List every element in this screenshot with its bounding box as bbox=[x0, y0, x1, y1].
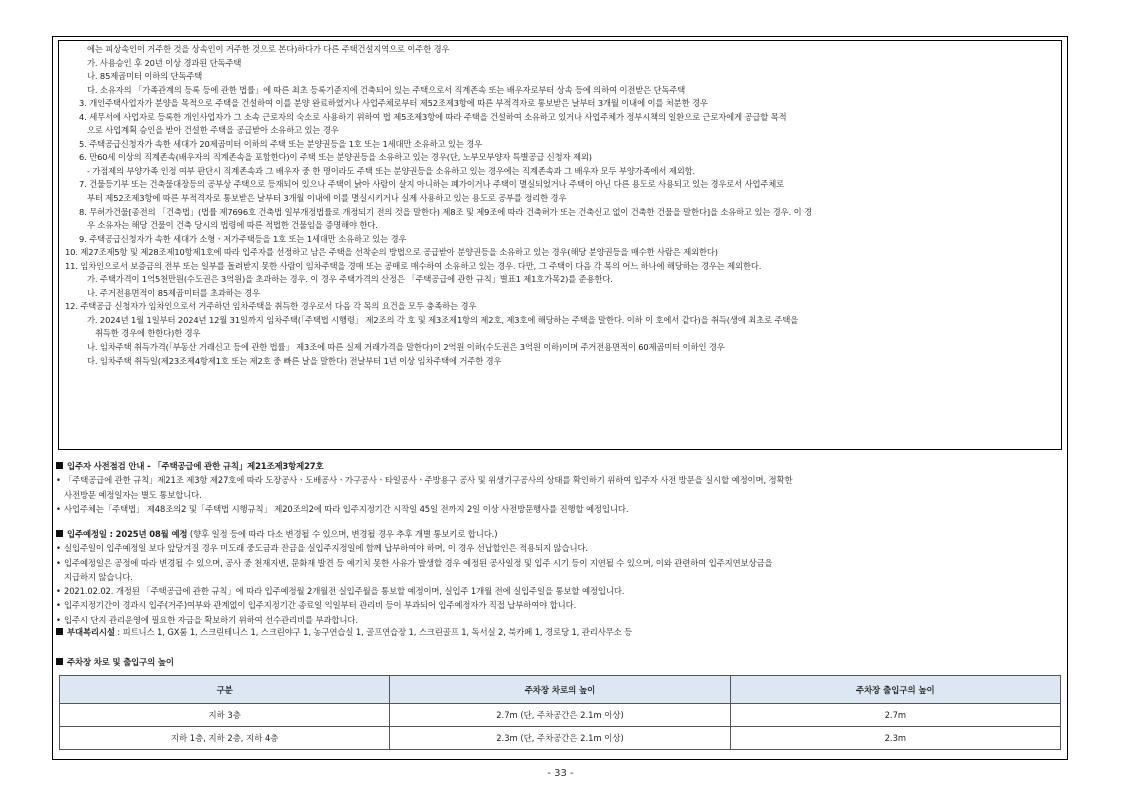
move-in-date-section bbox=[56, 527, 1061, 627]
eligibility-line: 우 소유자는 해당 건물이 건축 당시의 법령에 따른 적법한 건물임을 증명해야 한다. bbox=[87, 220, 378, 231]
section-heading: 주차장 차로 및 출입구의 높이 bbox=[56, 655, 1061, 669]
eligibility-line: 나. 주거전용면적이 85제곱미터를 초과하는 경우 bbox=[87, 287, 260, 298]
eligibility-line: 6. 만60세 이상의 직계존속(배우자의 직계존속을 포함한다)이 주택 또는 분양권등을 소유하고 있는 경우(단, 노부모부양자 특별공급 신청자 제외) bbox=[79, 152, 592, 163]
eligibility-line: 가. 주택가격이 1억5천만원(수도권은 3억원)을 초과하는 경우. 이 경우 주택가격의 산정은 「주택공급에 관한 규칙」별표1 제1호가목2)를 준용한다. bbox=[87, 274, 613, 285]
bullet-line: • 2021.02.02. 개정된 「주택공급에 관한 규칙」에 따라 입주예정월 2개월전 실입주월을 통보할 예정이며, 실입주 1개월 전에 실입주일을 통보할 예정입니다. bbox=[56, 586, 625, 597]
square-bullet-icon bbox=[56, 628, 63, 635]
eligibility-line: 3. 개인주택사업자가 분양을 목적으로 주택을 건설하여 이를 분양 완료하였거나 사업주체로부터 제52조제3항에 따른 부적격자로 통보받은 날부터 3개월 이내에 이를 처분한 경우 bbox=[79, 98, 708, 109]
eligibility-line: 에는 피상속인이 거주한 것을 상속인이 거주한 것으로 본다)하다가 다른 주택건설지역으로 이주한 경우 bbox=[87, 44, 450, 54]
bullet-line: • 「주택공급에 관한 규칙」제21조 제3항 제27호에 따라 도장공사ㆍ도배공사ㆍ가구공사ㆍ타일공사ㆍ주방용구 공사 및 위생기구공사의 상태를 확인하기 위하여 입주자 사전 방문을 실시할 예정이며, 정확한 bbox=[56, 475, 793, 486]
document-page bbox=[52, 36, 1068, 760]
move-in-inspection-section bbox=[56, 459, 1061, 516]
section-heading: 입주예정일 : 2025년 08월 예정 (향후 일정 등에 따라 다소 변경될 수 있으며, 변경될 경우 추후 개별 통보키로 합니다.) bbox=[56, 527, 1061, 541]
eligibility-line: 가. 2024년 1월 1일부터 2024년 12월 31일까지 임차주택(「주택법 시행령」 제2조의 각 호 및 제3조제1항의 제2호, 제3호에 해당하는 주택을 말한다. 이하 이 호에서 같다)을 취득(생애 최초로 주택을 bbox=[87, 314, 799, 325]
table-cell: 2.3m (단, 주차공간은 2.1m 이상) bbox=[390, 727, 730, 750]
eligibility-line: 11. 임차인으로서 보증금의 전부 또는 일부를 돌려받지 못한 사람이 임차주택을 경매 또는 공매로 매수하여 소유하고 있는 경우. 다만, 그 주택이 다음 각 목의 어느 하나에 해당하는 경우는 제외한다. bbox=[65, 260, 762, 271]
eligibility-line: 12. 주택공급 신청자가 임차인으로서 거주하던 임차주택을 취득한 경우로서 다음 각 목의 요건을 모두 충족하는 경우 bbox=[65, 301, 477, 312]
parking-section bbox=[56, 655, 1061, 669]
table-cell: 2.3m bbox=[730, 727, 1060, 750]
eligibility-line: 나. 임차주택 취득가격(「부동산 거래신고 등에 관한 법률」 제3조에 따른 실제 거래가격을 말한다)이 2억원 이하(수도권은 3억원 이하)이며 주거전용면적이 60제곱미터 이하인 경우 bbox=[87, 342, 725, 353]
eligibility-line: 9. 주택공급신청자가 속한 세대가 소형ㆍ저가주택등을 1호 또는 1세대만 소유하고 있는 경우 bbox=[79, 233, 407, 244]
bullet-line-cont: 사전방문 예정일자는 별도 통보합니다. bbox=[64, 489, 202, 500]
eligibility-line: 다. 소유자의 「가족관계의 등록 등에 관한 법률」에 따른 최초 등록기준지에 건축되어 있는 주택으로서 직계존속 또는 배우자로부터 상속 등에 의하여 이전받은 단독주택 bbox=[87, 84, 686, 95]
section-heading: 부대복리시설 : 피트니스 1, GX룸 1, 스크린테니스 1, 스크린야구 1, 농구연습실 1, 골프연습장 1, 스크린골프 1, 독서실 2, 북카페 1, 경로당 1, 관리사무소 등 bbox=[56, 625, 1061, 639]
eligibility-line: 5. 주택공급신청자가 속한 세대가 20제곱미터 이하의 주택 또는 분양권등을 1호 또는 1세대만 소유하고 있는 경우 bbox=[79, 138, 483, 149]
bullet-line: • 실입주일이 입주예정일 보다 앞당겨질 경우 미도래 중도금과 잔금을 실입주지정일에 함께 납부하여야 하며, 이 경우 선납할인은 적용되지 않습니다. bbox=[56, 543, 588, 554]
table-header: 주차장 출입구의 높이 bbox=[730, 676, 1060, 704]
bullet-line: • 사업주체는「주택법」 제48조의2 및「주택법 시행규칙」 제20조의2에 따라 입주지정기간 시작일 45일 전까지 2일 이상 사전방문행사를 진행할 예정입니다. bbox=[56, 503, 629, 514]
table-cell: 2.7m bbox=[730, 704, 1060, 727]
bullet-line: • 입주시 단지 관리운영에 필요한 자금을 확보하기 위하여 선수관리비를 부과합니다. bbox=[56, 614, 358, 625]
table-header: 주차장 차로의 높이 bbox=[390, 676, 730, 704]
eligibility-exceptions-box bbox=[58, 40, 1062, 450]
eligibility-line: 다. 임차주택 취득일(제23조제4항제1호 또는 제2호 중 빠른 날을 말한다) 전날부터 1년 이상 임차주택에 거주한 경우 bbox=[87, 355, 502, 366]
table-cell: 2.7m (단, 주차공간은 2.1m 이상) bbox=[390, 704, 730, 727]
bullet-line: • 입주지정기간이 경과시 입주(거주)여부와 관계없이 입주지정기간 종료일 익일부터 관리비 등이 부과되어 입주예정자가 직접 납부하여야 합니다. bbox=[56, 600, 577, 611]
eligibility-line: 7. 건물등기부 또는 건축물대장등의 공부상 주택으로 등재되어 있으나 주택이 낡아 사람이 살지 아니하는 폐가이거나 주택이 멸실되었거나 주택이 아닌 다른 용도로 사용되고 있는 경우로서 사업주체로 bbox=[79, 179, 785, 190]
eligibility-line: 10. 제27조제5항 및 제28조제10항제1호에 따라 입주자를 선정하고 남은 주택을 선착순의 방법으로 공급받아 분양권등을 소유하고 있는 경우(해당 분양권등을 매수한 사람은 제외한다) bbox=[65, 247, 718, 258]
parking-height-table bbox=[59, 675, 1061, 750]
eligibility-line: 으로 사업계획 승인을 받아 건설한 주택을 공급받아 소유하고 있는 경우 bbox=[87, 125, 339, 136]
table-row bbox=[60, 704, 1061, 727]
bullet-line-cont: 지급하지 않습니다. bbox=[64, 571, 133, 582]
eligibility-line: 취득한 경우에 한한다)한 경우 bbox=[95, 328, 201, 339]
eligibility-line: 4. 세무서에 사업자로 등록한 개인사업자가 그 소속 근로자의 숙소로 사용하기 위하여 법 제5조제3항에 따라 주택을 건설하여 소유하고 있거나 사업주체가 정부시책의 일환으로 근로자에게 공급할 목적 bbox=[79, 111, 787, 122]
square-bullet-icon bbox=[56, 658, 63, 665]
page-number: - 33 - bbox=[547, 768, 574, 779]
section-heading: 입주자 사전점검 안내 - 「주택공급에 관한 규칙」제21조제3항제27호 bbox=[56, 459, 1061, 473]
facilities-section bbox=[56, 625, 1061, 639]
table-cell: 지하 1층, 지하 2층, 지하 4층 bbox=[60, 727, 390, 750]
eligibility-line: 8. 무허가건물[종전의 「건축법」(법률 제7696호 건축법 일부개정법률로 개정되기 전의 것을 말한다) 제8조 및 제9조에 따라 건축허가 또는 건축신고 없이 건축한 건물을 말한다]을 소유하고 있는 경우. 이 경 bbox=[79, 206, 812, 217]
eligibility-line: 부터 제52조제3항에 따른 부적격자로 통보받은 날부터 3개월 이내에 이를 멸실시키거나 실제 사용하고 있는 용도로 공부를 정리한 경우 bbox=[87, 193, 567, 204]
bullet-line: • 입주예정일은 공정에 따라 변경될 수 있으며, 공사 중 천재지변, 문화재 발견 등 예기치 못한 사유가 발생할 경우 예정된 공사일정 및 입주 시기 등이 지연될 수 있으며, 이와 관련하여 입주지연보상금을 bbox=[56, 557, 773, 568]
table-cell: 지하 3층 bbox=[60, 704, 390, 727]
eligibility-line: 나. 85제곱미터 이하의 단독주택 bbox=[87, 71, 203, 82]
table-header: 구분 bbox=[60, 676, 390, 704]
square-bullet-icon bbox=[56, 462, 63, 469]
eligibility-line: - 가점제의 부양가족 인정 여부 판단시 직계존속과 그 배우자 중 한 명이라도 주택 또는 분양권등을 소유하고 있는 경우에는 직계존속과 그 배우자 모두 부양가족에서 제외함. bbox=[87, 165, 696, 176]
table-row bbox=[60, 727, 1061, 750]
eligibility-line: 가. 사용승인 후 20년 이상 경과된 단독주택 bbox=[87, 57, 242, 68]
table-header-row bbox=[60, 676, 1061, 704]
square-bullet-icon bbox=[56, 530, 63, 537]
